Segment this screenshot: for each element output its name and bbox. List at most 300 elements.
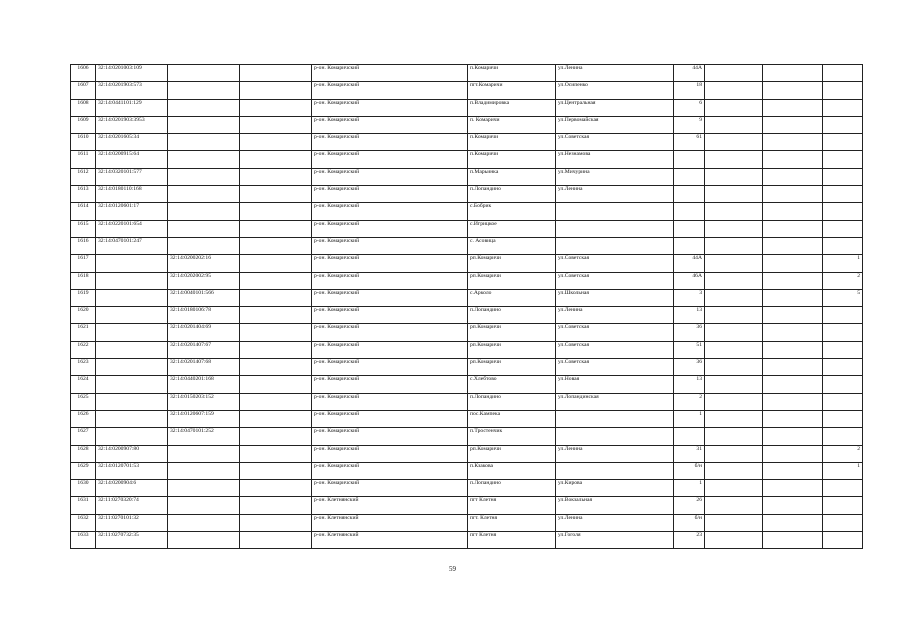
settlement-cell: п.Тростенчик (468, 428, 556, 445)
row-number-cell: 1619 (71, 289, 96, 306)
col-9-cell (705, 445, 763, 462)
col-9-cell (705, 82, 763, 99)
settlement-cell: с. Асовица (468, 237, 556, 254)
cadastral-number-a-cell: 32:14:0441101:129 (96, 99, 168, 116)
house-number-cell: 9 (674, 116, 705, 133)
col-11-cell: 5 (823, 289, 863, 306)
cadastral-number-b-cell (168, 186, 240, 203)
cadastral-number-a-cell: 32:14:0120701:53 (96, 462, 168, 479)
cadastral-number-b-cell (168, 82, 240, 99)
settlement-cell: пос.Кампека (468, 410, 556, 427)
cadastral-number-a-cell: 32:14:0201903:3953 (96, 116, 168, 133)
col-10-cell (763, 359, 823, 376)
empty-col-cell (240, 82, 312, 99)
empty-col-cell (240, 428, 312, 445)
settlement-cell: п.Владимировка (468, 99, 556, 116)
street-cell: ул.Центральная (556, 99, 674, 116)
house-number-cell: 6 (674, 99, 705, 116)
house-number-cell (674, 237, 705, 254)
cadastral-number-a-cell (96, 428, 168, 445)
empty-col-cell (240, 134, 312, 151)
register-table (70, 64, 863, 549)
table-row (71, 289, 863, 306)
col-9-cell (705, 272, 763, 289)
settlement-cell: с.Игрицкое (468, 220, 556, 237)
col-9-cell (705, 307, 763, 324)
house-number-cell: 31 (674, 445, 705, 462)
row-number-cell: 1623 (71, 359, 96, 376)
cadastral-number-a-cell (96, 324, 168, 341)
empty-col-cell (240, 393, 312, 410)
col-9-cell (705, 134, 763, 151)
col-11-cell (823, 410, 863, 427)
empty-col-cell (240, 376, 312, 393)
district-cell: р-он. Комаричский (312, 428, 468, 445)
empty-col-cell (240, 220, 312, 237)
col-10-cell (763, 480, 823, 497)
cadastral-number-a-cell (96, 289, 168, 306)
cadastral-number-a-cell: 32:11:0270320:74 (96, 497, 168, 514)
cadastral-number-a-cell: 32:14:0200915:64 (96, 151, 168, 168)
settlement-cell: рп.Комаричи (468, 359, 556, 376)
table-row (71, 134, 863, 151)
street-cell: ул.Вокзальная (556, 497, 674, 514)
district-cell: р-он. Комаричский (312, 462, 468, 479)
col-11-cell (823, 82, 863, 99)
district-cell: р-он. Комаричский (312, 65, 468, 82)
street-cell: ул.Мичурина (556, 168, 674, 185)
table-row (71, 462, 863, 479)
cadastral-number-a-cell: 32:14:0320101:577 (96, 168, 168, 185)
house-number-cell: 61 (674, 134, 705, 151)
cadastral-number-b-cell: 32:14:0201404:69 (168, 324, 240, 341)
house-number-cell: 44А (674, 65, 705, 82)
district-cell: р-он. Комаричский (312, 99, 468, 116)
district-cell: р-он. Комаричский (312, 82, 468, 99)
house-number-cell: б/н (674, 514, 705, 531)
table-row (71, 307, 863, 324)
col-11-cell (823, 341, 863, 358)
row-number-cell: 1608 (71, 99, 96, 116)
col-9-cell (705, 359, 763, 376)
cadastral-number-b-cell (168, 480, 240, 497)
district-cell: р-он. Комаричский (312, 410, 468, 427)
cadastral-number-b-cell (168, 514, 240, 531)
col-9-cell (705, 341, 763, 358)
cadastral-number-b-cell (168, 99, 240, 116)
cadastral-number-b-cell (168, 462, 240, 479)
col-11-cell: 1 (823, 462, 863, 479)
cadastral-number-b-cell: 32:14:0201407:67 (168, 341, 240, 358)
table-row (71, 255, 863, 272)
col-10-cell (763, 324, 823, 341)
settlement-cell: п.Комаричи (468, 151, 556, 168)
empty-col-cell (240, 497, 312, 514)
table-row (71, 324, 863, 341)
cadastral-number-a-cell: 32:14:0220101:654 (96, 220, 168, 237)
row-number-cell: 1616 (71, 237, 96, 254)
col-9-cell (705, 203, 763, 220)
street-cell: ул.Советская (556, 359, 674, 376)
street-cell: ул.Школьная (556, 289, 674, 306)
col-9-cell (705, 532, 763, 549)
empty-col-cell (240, 324, 312, 341)
col-9-cell (705, 99, 763, 116)
row-number-cell: 1606 (71, 65, 96, 82)
settlement-cell: пгт Клетня (468, 532, 556, 549)
settlement-cell: с.Бобрик (468, 203, 556, 220)
settlement-cell: с.Арколо (468, 289, 556, 306)
settlement-cell: п.Лопандино (468, 393, 556, 410)
col-10-cell (763, 220, 823, 237)
col-10-cell (763, 289, 823, 306)
table-row (71, 116, 863, 133)
district-cell: р-он. Комаричский (312, 134, 468, 151)
settlement-cell: п.Лопандино (468, 186, 556, 203)
house-number-cell (674, 203, 705, 220)
table-row (71, 532, 863, 549)
col-11-cell (823, 220, 863, 237)
district-cell: р-он. Клетнянский (312, 532, 468, 549)
district-cell: р-он. Комаричский (312, 307, 468, 324)
empty-col-cell (240, 255, 312, 272)
cadastral-number-b-cell (168, 151, 240, 168)
col-11-cell (823, 99, 863, 116)
cadastral-number-b-cell: 32:14:0440201:168 (168, 376, 240, 393)
street-cell: ул.Ленина (556, 186, 674, 203)
col-10-cell (763, 532, 823, 549)
col-9-cell (705, 168, 763, 185)
table-row (71, 99, 863, 116)
cadastral-number-b-cell (168, 116, 240, 133)
row-number-cell: 1627 (71, 428, 96, 445)
col-10-cell (763, 376, 823, 393)
row-number-cell: 1610 (71, 134, 96, 151)
col-10-cell (763, 341, 823, 358)
col-11-cell (823, 134, 863, 151)
cadastral-number-b-cell: 32:14:0180106:78 (168, 307, 240, 324)
row-number-cell: 1615 (71, 220, 96, 237)
settlement-cell: рп.Комаричи (468, 341, 556, 358)
table-row (71, 82, 863, 99)
row-number-cell: 1612 (71, 168, 96, 185)
col-11-cell (823, 237, 863, 254)
street-cell: ул.Ленина (556, 514, 674, 531)
row-number-cell: 1632 (71, 514, 96, 531)
house-number-cell: б/н (674, 462, 705, 479)
settlement-cell: пгт. Клетня (468, 514, 556, 531)
district-cell: р-он. Комаричский (312, 237, 468, 254)
house-number-cell (674, 168, 705, 185)
house-number-cell (674, 220, 705, 237)
empty-col-cell (240, 203, 312, 220)
col-11-cell (823, 376, 863, 393)
district-cell: р-он. Комаричский (312, 186, 468, 203)
cadastral-number-a-cell (96, 376, 168, 393)
row-number-cell: 1622 (71, 341, 96, 358)
col-10-cell (763, 237, 823, 254)
col-11-cell (823, 324, 863, 341)
settlement-cell: п.Кзакова (468, 462, 556, 479)
col-9-cell (705, 410, 763, 427)
col-11-cell: 1 (823, 255, 863, 272)
col-10-cell (763, 307, 823, 324)
street-cell: ул.Кирова (556, 480, 674, 497)
street-cell: ул.Советская (556, 324, 674, 341)
district-cell: р-он. Клетнянский (312, 497, 468, 514)
cadastral-number-a-cell: 32:11:0270101:32 (96, 514, 168, 531)
col-10-cell (763, 65, 823, 82)
cadastral-number-a-cell: 32:14:0201003:109 (96, 65, 168, 82)
cadastral-number-a-cell: 32:14:0201605:34 (96, 134, 168, 151)
cadastral-number-b-cell (168, 445, 240, 462)
col-11-cell (823, 186, 863, 203)
row-number-cell: 1625 (71, 393, 96, 410)
settlement-cell: рп.Комаричи (468, 255, 556, 272)
street-cell (556, 410, 674, 427)
row-number-cell: 1609 (71, 116, 96, 133)
settlement-cell: пгт.Комаричи (468, 82, 556, 99)
col-9-cell (705, 151, 763, 168)
col-11-cell: 2 (823, 272, 863, 289)
col-9-cell (705, 514, 763, 531)
col-9-cell (705, 497, 763, 514)
cadastral-number-b-cell (168, 65, 240, 82)
cadastral-number-b-cell: 32:14:0470101:252 (168, 428, 240, 445)
row-number-cell: 1631 (71, 497, 96, 514)
col-9-cell (705, 428, 763, 445)
empty-col-cell (240, 480, 312, 497)
col-9-cell (705, 324, 763, 341)
col-9-cell (705, 480, 763, 497)
house-number-cell: 1 (674, 480, 705, 497)
col-9-cell (705, 116, 763, 133)
table-row (71, 497, 863, 514)
house-number-cell: 46А (674, 272, 705, 289)
house-number-cell: 2 (674, 393, 705, 410)
table-row (71, 65, 863, 82)
cadastral-number-b-cell: 32:14:0201407:68 (168, 359, 240, 376)
col-9-cell (705, 289, 763, 306)
cadastral-number-b-cell (168, 220, 240, 237)
table-row (71, 376, 863, 393)
house-number-cell: 13 (674, 307, 705, 324)
street-cell: ул.Незнамова (556, 151, 674, 168)
row-number-cell: 1624 (71, 376, 96, 393)
cadastral-number-b-cell: 32:14:0040101:566 (168, 289, 240, 306)
empty-col-cell (240, 445, 312, 462)
empty-col-cell (240, 186, 312, 203)
table-row (71, 428, 863, 445)
district-cell: р-он. Комаричский (312, 151, 468, 168)
cadastral-number-a-cell (96, 341, 168, 358)
cadastral-number-a-cell (96, 359, 168, 376)
district-cell: р-он. Комаричский (312, 445, 468, 462)
cadastral-number-b-cell (168, 532, 240, 549)
cadastral-number-a-cell: 32:11:0270732:35 (96, 532, 168, 549)
district-cell: р-он. Комаричский (312, 289, 468, 306)
empty-col-cell (240, 410, 312, 427)
settlement-cell: пгт Клетня (468, 497, 556, 514)
row-number-cell: 1628 (71, 445, 96, 462)
district-cell: р-он. Комаричский (312, 255, 468, 272)
house-number-cell: 13 (674, 376, 705, 393)
district-cell: р-он. Комаричский (312, 393, 468, 410)
table-body (71, 65, 863, 549)
house-number-cell (674, 428, 705, 445)
street-cell (556, 462, 674, 479)
col-10-cell (763, 428, 823, 445)
district-cell: р-он. Комаричский (312, 168, 468, 185)
empty-col-cell (240, 532, 312, 549)
district-cell: р-он. Комаричский (312, 480, 468, 497)
col-10-cell (763, 255, 823, 272)
district-cell: р-он. Комаричский (312, 376, 468, 393)
col-11-cell (823, 428, 863, 445)
table-row (71, 480, 863, 497)
col-10-cell (763, 497, 823, 514)
settlement-cell: п.Комаричи (468, 134, 556, 151)
col-10-cell (763, 203, 823, 220)
row-number-cell: 1611 (71, 151, 96, 168)
col-10-cell (763, 116, 823, 133)
row-number-cell: 1617 (71, 255, 96, 272)
col-9-cell (705, 393, 763, 410)
street-cell: ул.Новая (556, 376, 674, 393)
street-cell: ул.Ленина (556, 65, 674, 82)
col-10-cell (763, 410, 823, 427)
col-9-cell (705, 255, 763, 272)
table-row (71, 186, 863, 203)
cadastral-number-a-cell: 32:14:0200907:80 (96, 445, 168, 462)
table-row (71, 168, 863, 185)
street-cell: ул.Советская (556, 255, 674, 272)
row-number-cell: 1621 (71, 324, 96, 341)
table-row (71, 151, 863, 168)
col-10-cell (763, 186, 823, 203)
col-11-cell (823, 168, 863, 185)
district-cell: р-он. Комаричский (312, 220, 468, 237)
table-row (71, 393, 863, 410)
cadastral-number-b-cell: 32:14:0200202:16 (168, 255, 240, 272)
cadastral-number-a-cell (96, 307, 168, 324)
street-cell: ул.Гоголя (556, 532, 674, 549)
street-cell (556, 220, 674, 237)
cadastral-number-a-cell (96, 255, 168, 272)
col-10-cell (763, 445, 823, 462)
house-number-cell (674, 151, 705, 168)
empty-col-cell (240, 237, 312, 254)
house-number-cell: 1 (674, 410, 705, 427)
col-10-cell (763, 99, 823, 116)
col-9-cell (705, 65, 763, 82)
table-row (71, 359, 863, 376)
table-row (71, 410, 863, 427)
street-cell (556, 237, 674, 254)
street-cell: ул.Советская (556, 272, 674, 289)
col-10-cell (763, 272, 823, 289)
district-cell: р-он. Комаричский (312, 359, 468, 376)
row-number-cell: 1626 (71, 410, 96, 427)
table-row (71, 203, 863, 220)
col-11-cell (823, 151, 863, 168)
house-number-cell: 44А (674, 255, 705, 272)
table-row (71, 341, 863, 358)
settlement-cell: п.Марьинка (468, 168, 556, 185)
col-10-cell (763, 151, 823, 168)
street-cell: ул.Лопандинская (556, 393, 674, 410)
col-9-cell (705, 186, 763, 203)
street-cell: ул.Ленина (556, 445, 674, 462)
cadastral-number-a-cell (96, 410, 168, 427)
empty-col-cell (240, 307, 312, 324)
settlement-cell: рп.Комаричи (468, 445, 556, 462)
col-10-cell (763, 462, 823, 479)
empty-col-cell (240, 116, 312, 133)
col-11-cell (823, 65, 863, 82)
empty-col-cell (240, 359, 312, 376)
district-cell: р-он. Комаричский (312, 341, 468, 358)
street-cell: ул.Советская (556, 341, 674, 358)
empty-col-cell (240, 151, 312, 168)
cadastral-number-b-cell (168, 134, 240, 151)
col-10-cell (763, 168, 823, 185)
col-10-cell (763, 82, 823, 99)
street-cell: ул.Осипенко (556, 82, 674, 99)
table-row (71, 220, 863, 237)
col-11-cell (823, 307, 863, 324)
col-11-cell (823, 532, 863, 549)
district-cell: р-он. Комаричский (312, 324, 468, 341)
cadastral-number-b-cell: 32:14:0120607:159 (168, 410, 240, 427)
cadastral-number-b-cell (168, 168, 240, 185)
house-number-cell: 36 (674, 359, 705, 376)
row-number-cell: 1618 (71, 272, 96, 289)
house-number-cell (674, 186, 705, 203)
district-cell: р-он. Клетнянский (312, 514, 468, 531)
house-number-cell: 3 (674, 289, 705, 306)
empty-col-cell (240, 168, 312, 185)
settlement-cell: рп.Комаричи (468, 324, 556, 341)
row-number-cell: 1630 (71, 480, 96, 497)
street-cell (556, 203, 674, 220)
district-cell: р-он. Комаричский (312, 116, 468, 133)
district-cell: р-он. Комаричский (312, 272, 468, 289)
house-number-cell: 18 (674, 82, 705, 99)
settlement-cell: п.Лопандино (468, 307, 556, 324)
settlement-cell: п. Комаричи (468, 116, 556, 133)
col-11-cell (823, 116, 863, 133)
house-number-cell: 26 (674, 497, 705, 514)
col-11-cell: 2 (823, 445, 863, 462)
cadastral-number-b-cell (168, 497, 240, 514)
house-number-cell: 23 (674, 532, 705, 549)
table-row (71, 272, 863, 289)
table-row (71, 514, 863, 531)
cadastral-number-a-cell (96, 272, 168, 289)
empty-col-cell (240, 462, 312, 479)
col-9-cell (705, 462, 763, 479)
col-10-cell (763, 134, 823, 151)
row-number-cell: 1614 (71, 203, 96, 220)
empty-col-cell (240, 99, 312, 116)
street-cell: ул.Ленина (556, 307, 674, 324)
row-number-cell: 1633 (71, 532, 96, 549)
settlement-cell: п.Комаричи (468, 65, 556, 82)
empty-col-cell (240, 289, 312, 306)
cadastral-number-b-cell: 32:14:0202002:95 (168, 272, 240, 289)
street-cell (556, 428, 674, 445)
